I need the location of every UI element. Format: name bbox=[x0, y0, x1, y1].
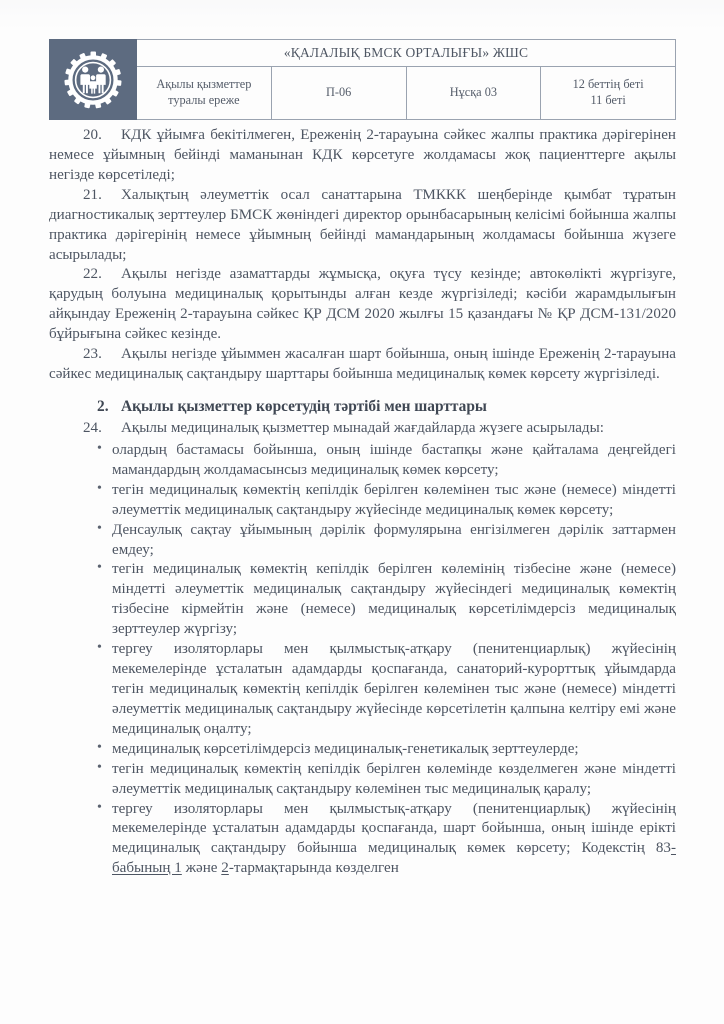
list-item: • тергеу изоляторлары мен қылмыстық-атқару (пенитенциарлық) жүйесінің мекемелерінде ұсталатын адамдарды қоспағанда, санаторий-курорттық ұйымдарда тегін медициналық көмектің кепілдік берілген көлемінен тыс және (немесе) міндетті әлеуметтік медициналық сақтандыру жүйесінде көрсетілетін қалпына келтіру емі және медициналық оңалту; bbox=[97, 640, 676, 740]
list-item: • Денсаулық сақтау ұйымының дәрілік формулярына енгізілмеген дәрілік заттармен емдеу; bbox=[97, 521, 676, 561]
paragraph-22-number: 22. bbox=[83, 266, 102, 283]
logo-cell bbox=[50, 40, 137, 120]
paragraph-20-number: 20. bbox=[83, 127, 102, 143]
paragraph-21 bbox=[49, 186, 676, 266]
paragraph-22 bbox=[49, 265, 676, 345]
last-bullet-suffix: -тармақтарында көзделген bbox=[228, 860, 399, 877]
list-item: • тегін медициналық көмектің кепілдік берілген көлемінен тыс және (немесе) міндетті әлеуметтік медициналық сақтандыру жүйесінде медициналық көмек көрсету; bbox=[97, 481, 676, 521]
paragraph-24-number: 24. bbox=[83, 420, 102, 436]
page-indicator bbox=[541, 67, 676, 120]
last-bullet-underlined-article[interactable]: -бабының 1 bbox=[112, 840, 676, 877]
section-number: 2. bbox=[97, 397, 109, 415]
last-bullet-underlined-clause[interactable]: 2 bbox=[221, 860, 229, 877]
list-item: • тегін медициналық көмектің кепілдік берілген көлемінің тізбесіне және (немесе) міндетті әлеуметтік медициналық сақтандыру жүйесіндегі медициналық көмектің тізбесіне кірмейтін және (немесе) медициналық көрсетілімдерсіз медициналық зерттеулер жүргізу; bbox=[97, 560, 676, 640]
organization-name: «ҚАЛАЛЫҚ БМСК ОРТАЛЫҒЫ» ЖШС bbox=[137, 40, 676, 67]
header-meta-row bbox=[50, 67, 676, 120]
document-version: Нұсқа 03 bbox=[406, 67, 541, 120]
paragraph-24-text: Ақылы медициналық қызметтер мынадай жағдайларда жүзеге асырылады: bbox=[121, 420, 604, 436]
scan-noise-band bbox=[0, 0, 724, 30]
paragraph-24 bbox=[49, 419, 676, 439]
page-number-label: 11 беті bbox=[590, 93, 626, 107]
paragraph-21-text: Халықтың әлеуметтік осал санаттарына ТМККК шеңберінде қымбат тұратын диагностикалық зерттеулер БМСК жөніндегі директор орынбасарының келісімі бойынша жалпы практика дәрігерінің немесе ұйымның бейінді мамандарының жолдамасы бойынша жүзеге асырылады; bbox=[49, 186, 676, 263]
paragraph-21-number: 21. bbox=[83, 186, 102, 203]
list-item: • тегін медициналық көмектің кепілдік берілген көлемінде көзделмеген және міндетті әлеуметтік медициналық сақтандыру көлемінен тыс медициналық қаралу; bbox=[97, 760, 676, 800]
paragraph-23 bbox=[49, 345, 676, 385]
document-code: П-06 bbox=[271, 67, 406, 120]
document-header-table bbox=[49, 39, 676, 120]
header-org-row bbox=[50, 40, 676, 67]
paragraph-23-text: Ақылы негізде ұйыммен жасалған шарт бойынша, оның ішінде Ереженің 2-тарауына сәйкес медициналық сақтандыру шарттары бойынша медициналық көмек көрсету жүргізіледі. bbox=[49, 346, 676, 383]
paragraph-20-text: КДК ұйымға бекітілмеген, Ереженің 2-тарауына сәйкес жалпы практика дәрігерінен немесе ұйымның бейінді маманынан КДК көрсетуге жолдамасы жоқ пациенттерге ақылы негізде көрсетіледі; bbox=[49, 127, 676, 183]
conditions-bullet-list bbox=[49, 441, 676, 879]
list-item: • медициналық көрсетілімдерсіз медициналық-генетикалық зерттеулерде; bbox=[97, 740, 676, 760]
page-of-total-label: 12 беттің беті bbox=[572, 77, 644, 92]
section-heading bbox=[49, 397, 676, 417]
document-name: Ақылы қызметтер туралы ереже bbox=[137, 67, 272, 120]
section-title: Ақылы қызметтер көрсетудің тәртібі мен шарттары bbox=[121, 397, 487, 415]
list-item: • олардың бастамасы бойынша, оның ішінде бастапқы және қайталама деңгейдегі мамандардың жолдамасынсыз медициналық көмек көрсету; bbox=[97, 441, 676, 481]
document-body bbox=[49, 126, 676, 879]
paragraph-20 bbox=[49, 126, 676, 186]
list-item-last bbox=[97, 800, 676, 880]
family-in-gear-logo-icon bbox=[50, 47, 136, 113]
paragraph-22-text: Ақылы негізде азаматтарды жұмысқа, оқуға түсу кезінде; автокөлікті жүргізуге, қарудың болуына медициналық қорытынды алған кезде жүргізіледі; кәсіби жарамдылығын айқындау Ереженің 2-тарауына сәйкес ҚР ДСМ 2020 жылғы 15 қазандағы № ҚР ДСМ-131/2020 бұйрығына сәйкес кезінде. bbox=[49, 266, 676, 343]
last-bullet-conjunction: және bbox=[181, 860, 222, 877]
paragraph-23-number: 23. bbox=[83, 346, 102, 363]
last-bullet-prefix: тергеу изоляторлары мен қылмыстық-атқару (пенитенциарлық) жүйесінің мекемелерінде ұсталатын адамдарды қоспағанда, шарт бойынша, оның ішінде ерікті медициналық сақтандыру бойынша медициналық көмек көрсету; Кодекстің 83 bbox=[112, 800, 676, 857]
